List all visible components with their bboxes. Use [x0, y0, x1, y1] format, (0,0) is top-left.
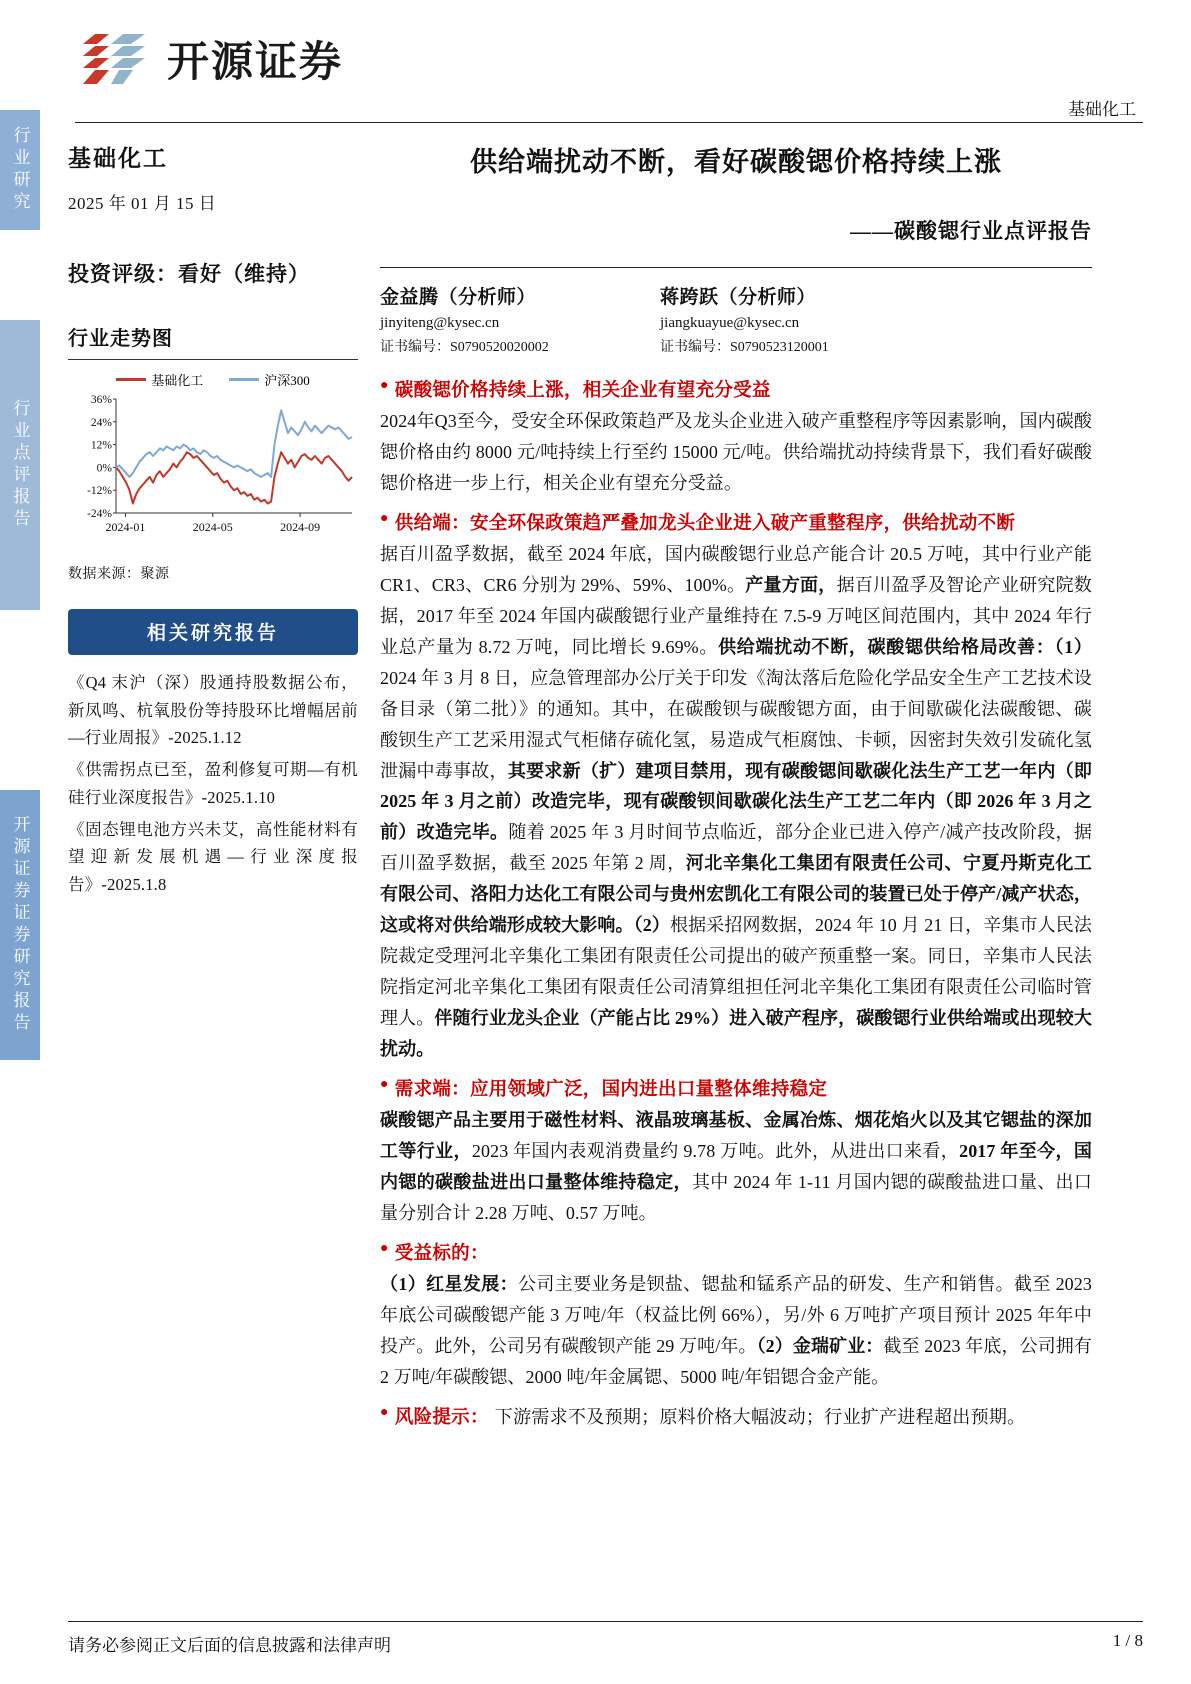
- side-rail: [0, 0, 40, 1684]
- analyst-block: [380, 282, 1092, 356]
- section-heading: [380, 509, 1092, 535]
- related-reports-banner: 相关研究报告: [68, 609, 358, 655]
- list-item[interactable]: 《供需拐点已至，盈利修复可期—有机硅行业深度报告》-2025.1.10: [68, 760, 358, 807]
- rail-tab-industry-comment: [0, 320, 40, 610]
- analyst-1: [660, 282, 940, 356]
- svg-text:36%: 36%: [90, 394, 112, 406]
- industry-trend-chart: [68, 370, 358, 555]
- legend-label: 基础化工: [151, 373, 204, 388]
- section-heading-text: 受益标的：: [394, 1243, 489, 1264]
- report-sections: [380, 376, 1092, 1429]
- svg-text:24%: 24%: [90, 416, 112, 429]
- svg-text:-24%: -24%: [87, 508, 112, 520]
- svg-text:-12%: -12%: [87, 485, 112, 498]
- section-heading: [380, 1403, 1092, 1429]
- footer-divider: [68, 1621, 1143, 1622]
- section-heading: [380, 1075, 1092, 1101]
- header-divider: [75, 122, 1143, 123]
- report-subtitle: ——碳酸锶行业点评报告: [850, 219, 1092, 243]
- section-heading-text: 风险提示：: [394, 1407, 489, 1428]
- header-industry-tag: 基础化工: [1068, 100, 1136, 119]
- investment-rating: 投资评级：看好（维持）: [68, 262, 310, 286]
- svg-text:2024-01: 2024-01: [105, 520, 146, 534]
- legend-item-0: [116, 370, 203, 389]
- rail-tab-label: 开源证券证券研究报告: [10, 815, 30, 1035]
- rail-tab-securities-research: [0, 790, 40, 1060]
- chart-plot: [68, 391, 358, 546]
- page-footer: [68, 1631, 1143, 1656]
- analyst-email[interactable]: jinyiteng@kysec.cn: [380, 315, 500, 331]
- list-item[interactable]: 《固态锂电池方兴未艾，高性能材料有望迎新发展机遇—行业深度报告》-2025.1.8: [68, 819, 358, 895]
- footer-page-number: 1 / 8: [1112, 1631, 1143, 1650]
- section-heading-text: 供给端：安全环保政策趋严叠加龙头企业进入破产重整程序，供给扰动不断: [394, 513, 1016, 534]
- bullet-icon: ●: [380, 1404, 389, 1420]
- related-reports-list: [68, 669, 358, 899]
- legend-item-1: [229, 370, 310, 389]
- left-sidebar: [68, 140, 358, 903]
- analyst-0: [380, 282, 660, 356]
- page-title: 供给端扰动不断，看好碳酸锶价格持续上涨: [470, 147, 1002, 177]
- analyst-email[interactable]: jiangkuayue@kysec.cn: [660, 315, 800, 331]
- svg-text:2024-09: 2024-09: [280, 520, 321, 534]
- report-date: 2025 年 01 月 15 日: [68, 194, 217, 213]
- svg-text:0%: 0%: [96, 462, 112, 475]
- bullet-icon: ●: [380, 510, 389, 526]
- title-divider: [380, 267, 1092, 268]
- chart-legend: [68, 370, 358, 389]
- analyst-cert: 证书编号：S0790523120001: [660, 340, 829, 355]
- rail-tab-industry-research: [0, 110, 40, 230]
- list-item[interactable]: 《Q4 末沪（深）股通持股数据公布，新凤鸣、杭氧股份等持股环比增幅居前—行业周报》-2025.1.12: [68, 673, 358, 748]
- brand-logo: [75, 28, 343, 90]
- svg-text:2024-05: 2024-05: [192, 520, 233, 534]
- chart-source-note: 数据来源：聚源: [68, 567, 170, 582]
- main-content: [380, 140, 1092, 1433]
- analyst-cert: 证书编号：S0790520020002: [380, 340, 549, 355]
- section-body: 据百川盈孚数据，截至 2024 年底，国内碳酸锶行业总产能合计 20.5 万吨，其中行业产能 CR1、CR3、CR6 分别为 29%、59%、100%。产量方面，据百川盈孚及智论产业研究院数据，2017 年至 2024 年国内碳酸锶行业产量维持在 7.5-9 万吨区间范围内，其中 2024 年行业总产量为 8.72 万吨，同比增长 9.69%。供给端扰动不断，碳酸锶供给格局改善：（1）2024 年 3 月 8 日，应急管理部办公厅关于印发《淘汰落后危险化学品安全生产工艺技术设备目录（第二批）》的通知。其中，在碳酸钡与碳酸锶方面，由于间歇碳化法碳酸锶、碳酸钡生产工艺采用湿式气柜储存硫化氢，易造成气柜腐蚀、卡顿，因密封失效引发硫化氢泄漏中毒事故，其要求新（扩）建项目禁用，现有碳酸锶间歇碳化法生产工艺一年内（即 2025 年 3 月之前）改造完毕，现有碳酸钡间歇碳化法生产工艺二年内（即 2026 年 3 月之前）改造完毕。随着 2025 年 3 月时间节点临近，部分企业已进入停产/减产技改阶段，据百川盈孚数据，截至 2025 年第 2 周，河北辛集化工集团有限责任公司、宁夏丹斯克化工有限公司、洛阳力达化工有限公司与贵州宏凯化工有限公司的装置已处于停产/减产状态，这或将对供给端形成较大影响。（2）根据采招网数据，2024 年 10 月 21 日，辛集市人民法院裁定受理河北辛集化工集团有限责任公司提出的破产预重整一案。同日，辛集市人民法院指定河北辛集化工集团有限责任公司清算组担任河北辛集化工集团有限责任公司临时管理人。伴随行业龙头企业（产能占比 29%）进入破产程序，碳酸锶行业供给端或出现较大扰动。: [380, 543, 1093, 1060]
- section-body: 下游需求不及预期；原料价格大幅波动；行业扩产进程超出预期。: [494, 1406, 1026, 1427]
- analyst-name: 蒋跨跃（分析师）: [660, 287, 817, 308]
- section-body: 碳酸锶产品主要用于磁性材料、液晶玻璃基板、金属冶炼、烟花焰火以及其它锶盐的深加工等行业，2023 年国内表观消费量约 9.78 万吨。此外，从进出口来看，2017 年至今，国内锶的碳酸盐进出口量整体维持稳定，其中 2024 年 1-11 月国内锶的碳酸盐进口量、出口量分别合计 2.28 万吨、0.57 万吨。: [380, 1110, 1092, 1223]
- rail-tab-label: 行业研究: [10, 126, 30, 214]
- rail-tab-label: 行业点评报告: [10, 399, 30, 531]
- footer-disclaimer: 请务必参阅正文后面的信息披露和法律声明: [68, 1636, 391, 1655]
- logo-wordmark: 开源证券: [167, 37, 344, 86]
- svg-text:12%: 12%: [90, 439, 112, 452]
- section-heading: [380, 376, 1092, 402]
- legend-swatch-icon: [229, 378, 259, 381]
- section-body: 2024年Q3至今，受安全环保政策趋严及龙头企业进入破产重整程序等因素影响，国内碳酸锶价格由约 8000 元/吨持续上行至约 15000 元/吨。供给端扰动持续背景下，我们看好碳酸锶价格进一步上行，相关企业有望充分受益。: [380, 411, 1092, 493]
- bullet-icon: ●: [380, 1240, 389, 1256]
- section-heading-text: 碳酸锶价格持续上涨，相关企业有望充分受益: [394, 381, 771, 401]
- analyst-name: 金益腾（分析师）: [380, 287, 537, 308]
- bullet-icon: ●: [380, 1077, 389, 1093]
- section-body: （1）红星发展：公司主要业务是钡盐、锶盐和锰系产品的研发、生产和销售。截至 2023 年底公司碳酸锶产能 3 万吨/年（权益比例 66%），另/外 6 万吨扩产项目预计 2025 年年中投产。此外，公司另有碳酸钡产能 29 万吨/年。（2）金瑞矿业：截至 2023 年底，公司拥有 2 万吨/年碳酸锶、2000 吨/年金属锶、5000 吨/年铝锶合金产能。: [380, 1273, 1092, 1387]
- legend-swatch-icon: [116, 378, 146, 381]
- section-heading: [380, 1239, 1092, 1265]
- kysec-logo-icon: [75, 28, 153, 90]
- legend-label: 沪深300: [264, 373, 310, 388]
- section-heading-text: 需求端：应用领域广泛，国内进出口量整体维持稳定: [394, 1080, 828, 1101]
- chart-section-title: 行业走势图: [68, 322, 358, 360]
- left-industry-name: 基础化工: [68, 146, 168, 171]
- bullet-icon: ●: [380, 378, 389, 393]
